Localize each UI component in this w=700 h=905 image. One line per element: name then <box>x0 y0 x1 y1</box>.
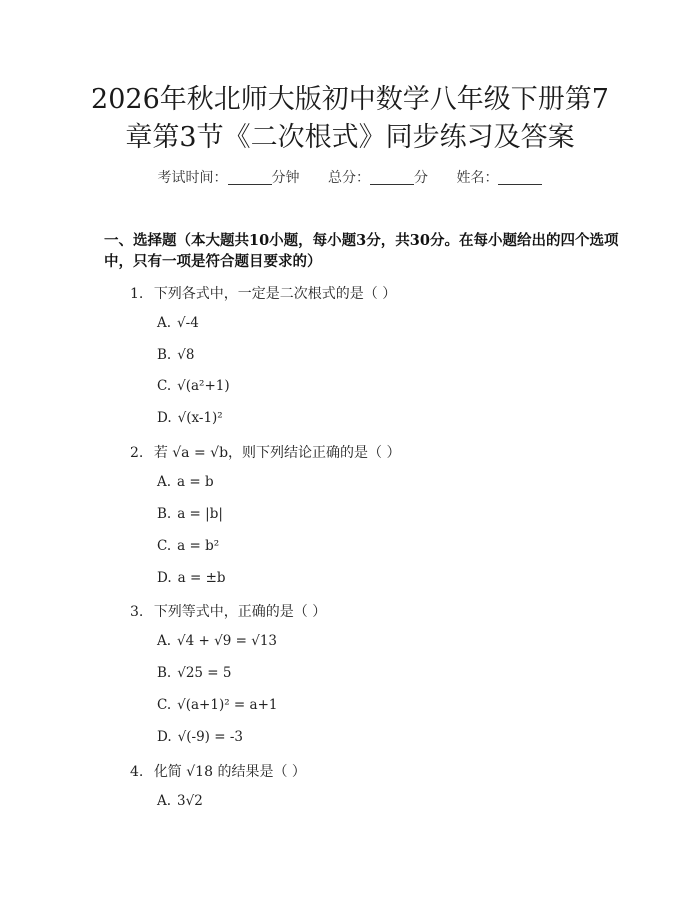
option-text: a = b² <box>177 538 220 554</box>
option-label: C. <box>157 697 172 713</box>
question-number: 1. <box>130 286 144 302</box>
option-text: √25 = 5 <box>177 665 232 681</box>
question-4 <box>130 761 306 781</box>
option-text: a = |b| <box>177 506 223 522</box>
question-number: 2. <box>130 445 144 461</box>
document-title-line-2: 章第3节《二次根式》同步练习及答案 <box>125 122 575 153</box>
option-1c[interactable] <box>157 378 230 394</box>
option-text: a = ±b <box>177 570 226 586</box>
name-label: 姓名： <box>456 170 499 186</box>
option-label: A. <box>157 474 172 490</box>
time-blank[interactable] <box>228 183 272 185</box>
time-label: 考试时间： <box>157 170 228 186</box>
question-3 <box>130 601 326 621</box>
question-number: 4. <box>130 764 144 780</box>
option-3c[interactable] <box>157 697 277 713</box>
option-label: B. <box>157 506 172 522</box>
option-text: √(a²+1) <box>177 378 230 394</box>
option-2c[interactable] <box>157 538 219 554</box>
option-text: √(x-1)² <box>177 410 223 426</box>
option-label: B. <box>157 665 172 681</box>
option-label: D. <box>157 729 172 745</box>
option-1d[interactable] <box>157 410 223 426</box>
option-label: A. <box>157 633 172 649</box>
question-text: 化简 √18 的结果是（ ） <box>153 764 306 780</box>
question-text: 下列等式中，正确的是（ ） <box>153 604 327 620</box>
option-2a[interactable] <box>157 474 214 490</box>
name-blank[interactable] <box>498 183 542 185</box>
option-text: 3√2 <box>177 793 203 809</box>
time-unit: 分钟 <box>271 170 300 186</box>
section-heading: 一、选择题（本大题共10小题，每小题3分，共30分。在每小题给出的四个选项中，只有一项是符合题目要求的） <box>104 232 619 270</box>
option-label: C. <box>157 538 172 554</box>
option-text: √(-9) = -3 <box>177 729 243 745</box>
score-blank[interactable] <box>370 183 414 185</box>
option-label: A. <box>157 315 172 331</box>
option-label: B. <box>157 347 172 363</box>
question-text: 若 √a = √b，则下列结论正确的是（ ） <box>153 445 401 461</box>
question-number: 3. <box>130 604 144 620</box>
option-text: √8 <box>177 347 195 363</box>
option-3d[interactable] <box>157 729 243 745</box>
option-3a[interactable] <box>157 633 277 649</box>
option-label: D. <box>157 570 172 586</box>
option-1b[interactable] <box>157 347 194 363</box>
option-1a[interactable] <box>157 315 199 331</box>
option-3b[interactable] <box>157 665 231 681</box>
option-4a[interactable] <box>157 793 203 809</box>
question-2 <box>130 442 401 462</box>
option-label: D. <box>157 410 172 426</box>
exam-time <box>158 170 304 186</box>
option-label: A. <box>157 793 172 809</box>
student-name <box>456 170 542 186</box>
total-score <box>328 170 432 186</box>
question-1 <box>130 283 396 303</box>
document-title-line-1: 2026年秋北师大版初中数学八年级下册第7 <box>91 84 609 115</box>
option-text: √-4 <box>177 315 199 331</box>
option-text: a = b <box>177 474 214 490</box>
option-label: C. <box>157 378 172 394</box>
option-2d[interactable] <box>157 570 226 586</box>
question-text: 下列各式中，一定是二次根式的是（ ） <box>153 286 397 302</box>
score-label: 总分： <box>328 170 370 186</box>
option-2b[interactable] <box>157 506 223 522</box>
exam-meta <box>0 167 700 187</box>
option-text: √(a+1)² = a+1 <box>177 697 278 713</box>
option-text: √4 + √9 = √13 <box>177 633 277 649</box>
score-unit: 分 <box>414 170 428 186</box>
